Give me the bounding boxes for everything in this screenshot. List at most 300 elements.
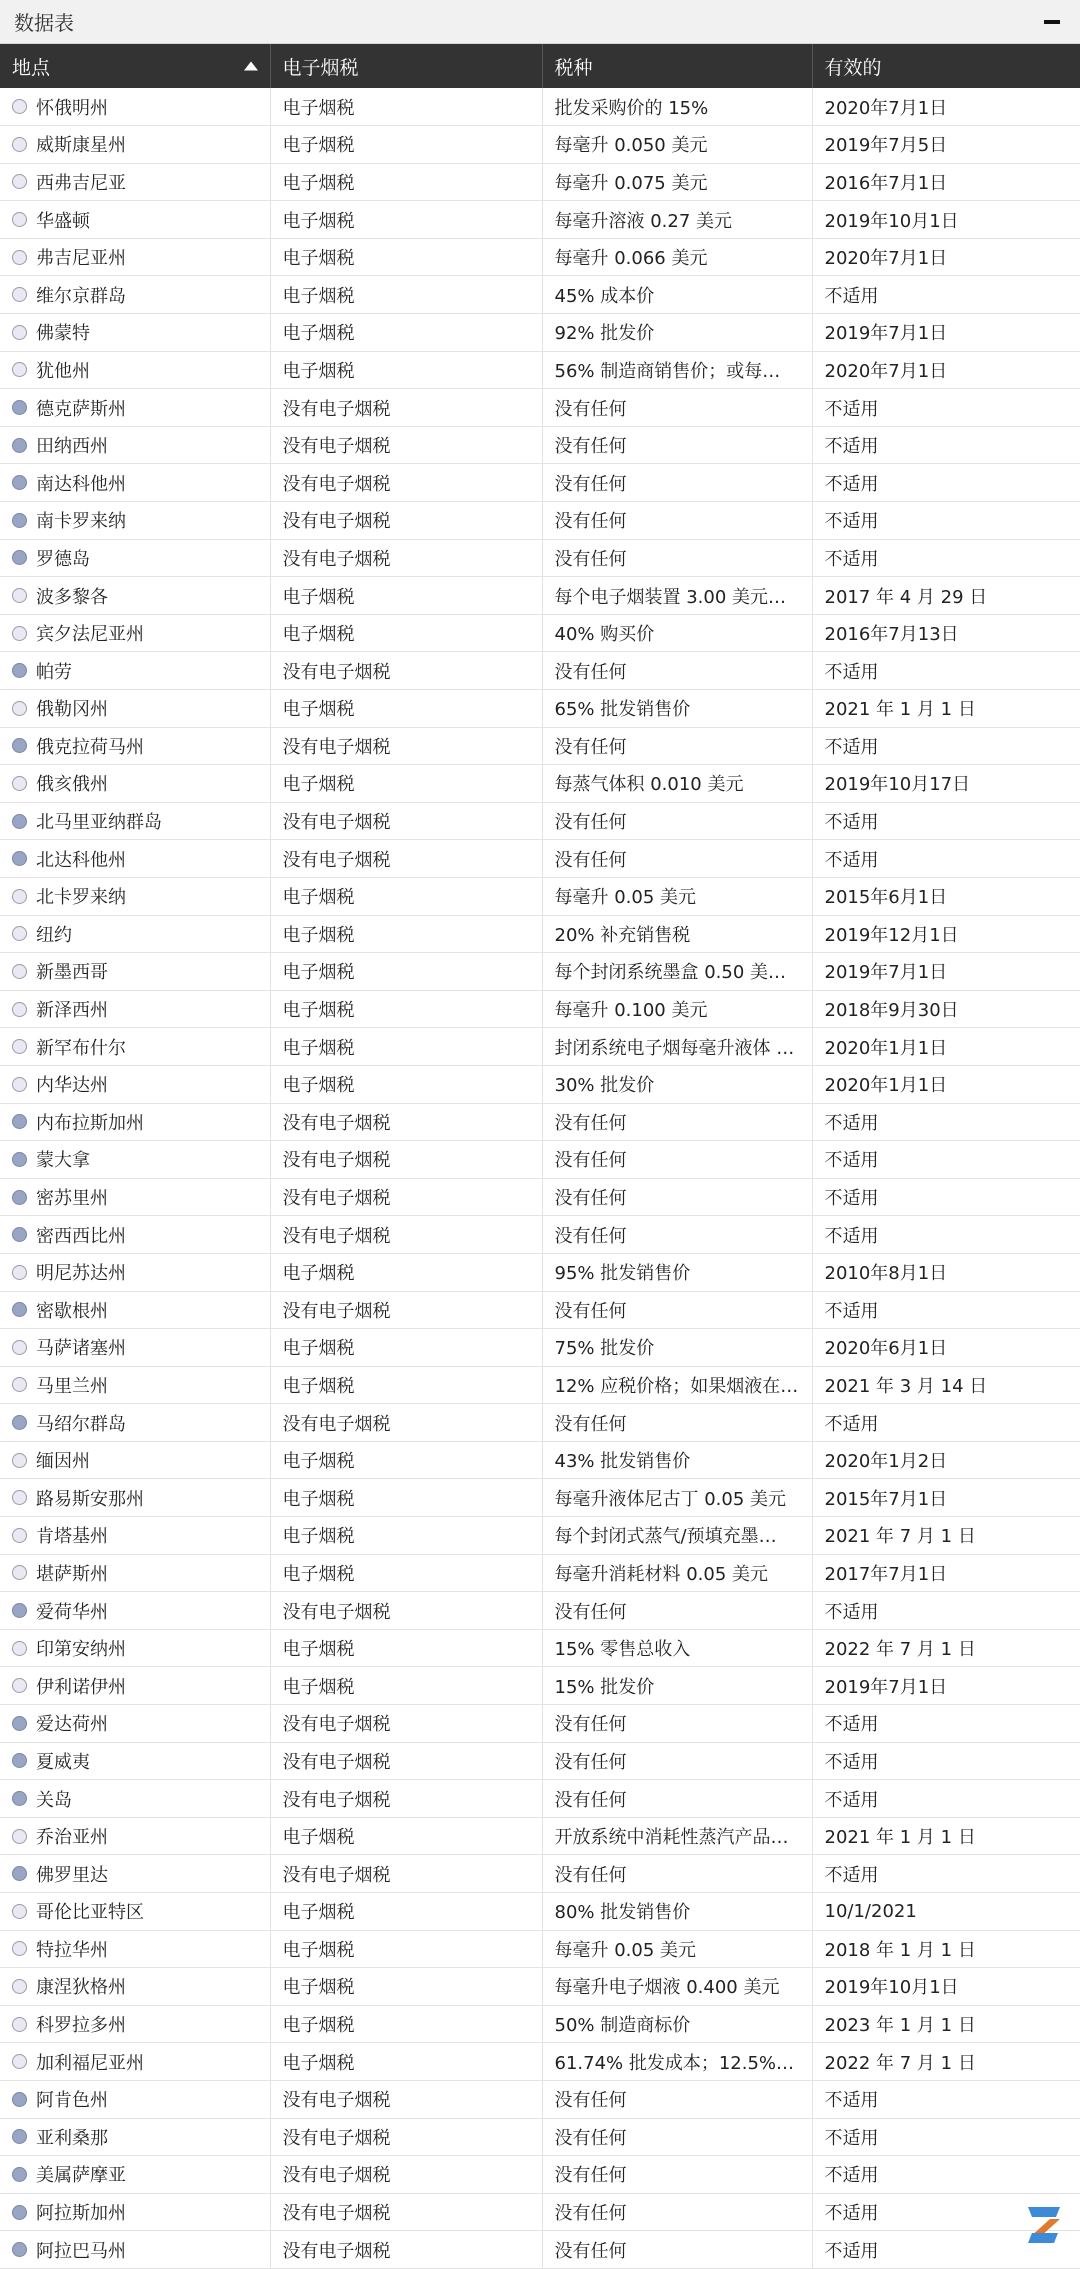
table-row[interactable] <box>0 201 1080 239</box>
table-row[interactable] <box>0 840 1080 878</box>
cell-location <box>0 1930 270 1968</box>
table-row[interactable] <box>0 1968 1080 2006</box>
cell-tax-type: 56% 制造商销售价；或每… <box>542 351 812 389</box>
cell-location <box>0 2043 270 2081</box>
cell-effective: 不适用 <box>812 1592 1080 1630</box>
status-dot-icon <box>12 2092 27 2107</box>
cell-location <box>0 276 270 314</box>
brand-logo-icon <box>1022 2203 1066 2247</box>
cell-tax-type: 每毫升液体尼古丁 0.05 美元 <box>542 1479 812 1517</box>
cell-location <box>0 1404 270 1442</box>
cell-tax-type: 50% 制造商标价 <box>542 2005 812 2043</box>
cell-tax-type: 没有任何 <box>542 1291 812 1329</box>
location-name: 北马里亚纳群岛 <box>36 808 162 834</box>
cell-ecig-tax: 电子烟税 <box>270 614 542 652</box>
cell-ecig-tax: 电子烟税 <box>270 1366 542 1404</box>
cell-ecig-tax: 没有电子烟税 <box>270 1178 542 1216</box>
status-dot-icon <box>12 1829 27 1844</box>
cell-location <box>0 314 270 352</box>
cell-location <box>0 1141 270 1179</box>
table-row[interactable] <box>0 2231 1080 2269</box>
cell-effective: 不适用 <box>812 652 1080 690</box>
table-row[interactable] <box>0 1291 1080 1329</box>
cell-ecig-tax: 电子烟税 <box>270 1667 542 1705</box>
table-row[interactable] <box>0 1817 1080 1855</box>
table-row[interactable] <box>0 877 1080 915</box>
cell-ecig-tax: 电子烟税 <box>270 1554 542 1592</box>
table-row[interactable] <box>0 539 1080 577</box>
cell-ecig-tax: 没有电子烟税 <box>270 652 542 690</box>
cell-ecig-tax: 电子烟税 <box>270 765 542 803</box>
cell-ecig-tax: 电子烟税 <box>270 1329 542 1367</box>
location-name: 爱荷华州 <box>36 1598 108 1624</box>
cell-effective: 不适用 <box>812 426 1080 464</box>
cell-ecig-tax: 电子烟税 <box>270 1065 542 1103</box>
cell-location <box>0 877 270 915</box>
status-dot-icon <box>12 1490 27 1505</box>
cell-ecig-tax: 电子烟税 <box>270 953 542 991</box>
table-row[interactable] <box>0 1253 1080 1291</box>
table-row[interactable] <box>0 1366 1080 1404</box>
table-row[interactable] <box>0 1554 1080 1592</box>
table-row[interactable] <box>0 1404 1080 1442</box>
table-row[interactable] <box>0 2156 1080 2194</box>
status-dot-icon <box>12 550 27 565</box>
cell-effective: 2018 年 1 月 1 日 <box>812 1930 1080 1968</box>
location-name: 密歇根州 <box>36 1297 108 1323</box>
table-row[interactable] <box>0 1216 1080 1254</box>
cell-tax-type: 15% 零售总收入 <box>542 1629 812 1667</box>
status-dot-icon <box>12 1603 27 1618</box>
cell-location <box>0 1517 270 1555</box>
status-dot-icon <box>12 1753 27 1768</box>
cell-ecig-tax: 电子烟税 <box>270 877 542 915</box>
cell-ecig-tax: 电子烟税 <box>270 990 542 1028</box>
status-dot-icon <box>12 174 27 189</box>
cell-tax-type: 批发采购价的 15% <box>542 88 812 126</box>
column-header-ecig-tax[interactable]: 电子烟税 <box>270 44 542 88</box>
cell-location <box>0 238 270 276</box>
cell-tax-type: 65% 批发销售价 <box>542 690 812 728</box>
cell-tax-type: 没有任何 <box>542 426 812 464</box>
status-dot-icon <box>12 1904 27 1919</box>
status-dot-icon <box>12 1190 27 1205</box>
table-row[interactable] <box>0 953 1080 991</box>
table-header-row <box>0 44 1080 88</box>
location-name: 南卡罗来纳 <box>36 507 126 533</box>
table-row[interactable] <box>0 1141 1080 1179</box>
cell-location <box>0 915 270 953</box>
cell-location <box>0 1028 270 1066</box>
cell-tax-type: 没有任何 <box>542 1705 812 1743</box>
cell-ecig-tax: 没有电子烟税 <box>270 1291 542 1329</box>
status-dot-icon <box>12 2017 27 2032</box>
table-row[interactable] <box>0 314 1080 352</box>
table-row[interactable] <box>0 351 1080 389</box>
cell-location <box>0 539 270 577</box>
location-name: 亚利桑那 <box>36 2124 108 2150</box>
cell-effective: 不适用 <box>812 502 1080 540</box>
status-dot-icon <box>12 1114 27 1129</box>
location-name: 美属萨摩亚 <box>36 2161 126 2187</box>
column-header-tax-type[interactable]: 税种 <box>542 44 812 88</box>
status-dot-icon <box>12 513 27 528</box>
cell-ecig-tax: 没有电子烟税 <box>270 2193 542 2231</box>
table-row[interactable] <box>0 690 1080 728</box>
table-row[interactable] <box>0 1893 1080 1931</box>
table-row[interactable] <box>0 426 1080 464</box>
cell-tax-type: 没有任何 <box>542 1592 812 1630</box>
location-name: 堪萨斯州 <box>36 1560 108 1586</box>
table-row[interactable] <box>0 765 1080 803</box>
cell-effective: 不适用 <box>812 2080 1080 2118</box>
cell-effective: 2020年1月1日 <box>812 1028 1080 1066</box>
cell-effective: 2019年7月5日 <box>812 126 1080 164</box>
cell-location <box>0 464 270 502</box>
table-row[interactable] <box>0 614 1080 652</box>
table-row[interactable] <box>0 1441 1080 1479</box>
table-row[interactable] <box>0 652 1080 690</box>
table-row[interactable] <box>0 1028 1080 1066</box>
table-row[interactable] <box>0 2080 1080 2118</box>
location-name: 俄勒冈州 <box>36 695 108 721</box>
table-row[interactable] <box>0 464 1080 502</box>
table-row[interactable] <box>0 2005 1080 2043</box>
cell-location <box>0 1178 270 1216</box>
sort-ascending-icon[interactable] <box>244 62 258 71</box>
cell-location <box>0 1479 270 1517</box>
cell-effective: 2017 年 4 月 29 日 <box>812 577 1080 615</box>
panel-header <box>0 0 1080 44</box>
cell-effective: 不适用 <box>812 539 1080 577</box>
cell-effective: 2015年6月1日 <box>812 877 1080 915</box>
column-header-effective[interactable]: 有效的 <box>812 44 1080 88</box>
table-row[interactable] <box>0 1479 1080 1517</box>
cell-location <box>0 577 270 615</box>
status-dot-icon <box>12 701 27 716</box>
cell-ecig-tax: 电子烟税 <box>270 351 542 389</box>
cell-tax-type: 没有任何 <box>542 389 812 427</box>
cell-location <box>0 1629 270 1667</box>
cell-tax-type: 没有任何 <box>542 652 812 690</box>
status-dot-icon <box>12 400 27 415</box>
status-dot-icon <box>12 776 27 791</box>
table-row[interactable] <box>0 1517 1080 1555</box>
status-dot-icon <box>12 137 27 152</box>
cell-effective: 2022 年 7 月 1 日 <box>812 2043 1080 2081</box>
location-name: 弗吉尼亚州 <box>36 244 126 270</box>
table-row[interactable] <box>0 238 1080 276</box>
cell-tax-type: 12% 应税价格；如果烟液在… <box>542 1366 812 1404</box>
cell-ecig-tax: 电子烟税 <box>270 314 542 352</box>
cell-location <box>0 1441 270 1479</box>
cell-tax-type: 每个封闭式蒸气/预填充墨… <box>542 1517 812 1555</box>
cell-ecig-tax: 电子烟税 <box>270 2043 542 2081</box>
status-dot-icon <box>12 1791 27 1806</box>
cell-effective: 2019年12月1日 <box>812 915 1080 953</box>
cell-ecig-tax: 没有电子烟税 <box>270 2118 542 2156</box>
location-name: 密西西比州 <box>36 1222 126 1248</box>
minus-icon <box>1044 20 1060 24</box>
status-dot-icon <box>12 1340 27 1355</box>
table-row[interactable] <box>0 1667 1080 1705</box>
cell-location <box>0 389 270 427</box>
location-name: 阿拉斯加州 <box>36 2199 126 2225</box>
location-name: 内华达州 <box>36 1071 108 1097</box>
cell-effective: 10/1/2021 <box>812 1893 1080 1931</box>
cell-tax-type: 每蒸气体积 0.010 美元 <box>542 765 812 803</box>
status-dot-icon <box>12 851 27 866</box>
cell-tax-type: 没有任何 <box>542 2118 812 2156</box>
status-dot-icon <box>12 2054 27 2069</box>
cell-ecig-tax: 没有电子烟税 <box>270 426 542 464</box>
table-row[interactable] <box>0 502 1080 540</box>
table-body <box>0 88 1080 2268</box>
cell-tax-type: 43% 批发销售价 <box>542 1441 812 1479</box>
table-row[interactable] <box>0 727 1080 765</box>
cell-tax-type: 20% 补充销售税 <box>542 915 812 953</box>
status-dot-icon <box>12 889 27 904</box>
cell-ecig-tax: 电子烟税 <box>270 1517 542 1555</box>
cell-tax-type: 每毫升消耗材料 0.05 美元 <box>542 1554 812 1592</box>
status-dot-icon <box>12 814 27 829</box>
status-dot-icon <box>12 1979 27 1994</box>
location-name: 乔治亚州 <box>36 1823 108 1849</box>
cell-effective: 不适用 <box>812 1141 1080 1179</box>
cell-location <box>0 1855 270 1893</box>
table-row[interactable] <box>0 389 1080 427</box>
location-name: 俄克拉荷马州 <box>36 733 144 759</box>
cell-ecig-tax: 没有电子烟税 <box>270 2080 542 2118</box>
location-name: 科罗拉多州 <box>36 2011 126 2037</box>
cell-tax-type: 每毫升 0.050 美元 <box>542 126 812 164</box>
table-row[interactable] <box>0 1329 1080 1367</box>
location-name: 田纳西州 <box>36 432 108 458</box>
cell-location <box>0 2005 270 2043</box>
cell-effective: 不适用 <box>812 2193 1080 2231</box>
table-row[interactable] <box>0 2118 1080 2156</box>
cell-tax-type: 没有任何 <box>542 2080 812 2118</box>
collapse-button[interactable] <box>1038 8 1066 36</box>
cell-location <box>0 426 270 464</box>
cell-effective: 2021 年 3 月 14 日 <box>812 1366 1080 1404</box>
location-name: 俄亥俄州 <box>36 770 108 796</box>
cell-effective: 2020年7月1日 <box>812 238 1080 276</box>
status-dot-icon <box>12 1866 27 1881</box>
table-row[interactable] <box>0 163 1080 201</box>
status-dot-icon <box>12 964 27 979</box>
location-name: 内布拉斯加州 <box>36 1109 144 1135</box>
cell-tax-type: 没有任何 <box>542 1404 812 1442</box>
location-name: 马里兰州 <box>36 1372 108 1398</box>
table-row[interactable] <box>0 126 1080 164</box>
cell-effective: 不适用 <box>812 276 1080 314</box>
status-dot-icon <box>12 1716 27 1731</box>
cell-effective: 2020年7月1日 <box>812 351 1080 389</box>
cell-effective: 不适用 <box>812 1705 1080 1743</box>
cell-tax-type: 每个电子烟装置 3.00 美元… <box>542 577 812 615</box>
cell-effective: 2018年9月30日 <box>812 990 1080 1028</box>
cell-tax-type: 92% 批发价 <box>542 314 812 352</box>
cell-tax-type: 没有任何 <box>542 1742 812 1780</box>
status-dot-icon <box>12 926 27 941</box>
table-row[interactable] <box>0 2193 1080 2231</box>
cell-ecig-tax: 没有电子烟税 <box>270 2231 542 2269</box>
cell-effective: 不适用 <box>812 840 1080 878</box>
table-row[interactable] <box>0 1103 1080 1141</box>
cell-location <box>0 1291 270 1329</box>
cell-location <box>0 1780 270 1818</box>
cell-location <box>0 690 270 728</box>
cell-location <box>0 802 270 840</box>
cell-ecig-tax: 没有电子烟税 <box>270 1742 542 1780</box>
location-name: 夏威夷 <box>36 1748 90 1774</box>
table-row[interactable] <box>0 990 1080 1028</box>
cell-effective: 2019年10月1日 <box>812 1968 1080 2006</box>
table-row[interactable] <box>0 577 1080 615</box>
table-row[interactable] <box>0 1705 1080 1743</box>
table-row[interactable] <box>0 1855 1080 1893</box>
status-dot-icon <box>12 2129 27 2144</box>
location-name: 华盛顿 <box>36 207 90 233</box>
cell-tax-type: 45% 成本价 <box>542 276 812 314</box>
cell-effective: 2010年8月1日 <box>812 1253 1080 1291</box>
cell-ecig-tax: 电子烟税 <box>270 1479 542 1517</box>
cell-ecig-tax: 没有电子烟税 <box>270 727 542 765</box>
cell-effective: 不适用 <box>812 727 1080 765</box>
cell-ecig-tax: 电子烟税 <box>270 276 542 314</box>
cell-tax-type: 没有任何 <box>542 2231 812 2269</box>
cell-effective: 2022 年 7 月 1 日 <box>812 1629 1080 1667</box>
status-dot-icon <box>12 1565 27 1580</box>
cell-location <box>0 1253 270 1291</box>
table-row[interactable] <box>0 2043 1080 2081</box>
cell-effective: 不适用 <box>812 464 1080 502</box>
column-header-label: 地点 <box>12 57 50 79</box>
column-header-location[interactable] <box>0 44 270 88</box>
cell-ecig-tax: 没有电子烟税 <box>270 1103 542 1141</box>
cell-location <box>0 2118 270 2156</box>
table-row[interactable] <box>0 1065 1080 1103</box>
status-dot-icon <box>12 212 27 227</box>
location-name: 南达科他州 <box>36 470 126 496</box>
location-name: 罗德岛 <box>36 545 90 571</box>
cell-location <box>0 201 270 239</box>
location-name: 犹他州 <box>36 357 90 383</box>
cell-effective: 2019年7月1日 <box>812 953 1080 991</box>
cell-effective: 2019年10月17日 <box>812 765 1080 803</box>
location-name: 马绍尔群岛 <box>36 1410 126 1436</box>
cell-ecig-tax: 没有电子烟税 <box>270 389 542 427</box>
table-row[interactable] <box>0 802 1080 840</box>
cell-tax-type: 80% 批发销售价 <box>542 1893 812 1931</box>
cell-location <box>0 1329 270 1367</box>
cell-ecig-tax: 电子烟税 <box>270 88 542 126</box>
cell-ecig-tax: 没有电子烟税 <box>270 502 542 540</box>
location-name: 蒙大拿 <box>36 1146 90 1172</box>
location-name: 密苏里州 <box>36 1184 108 1210</box>
cell-location <box>0 1592 270 1630</box>
location-name: 伊利诺伊州 <box>36 1673 126 1699</box>
table-row[interactable] <box>0 1780 1080 1818</box>
cell-location <box>0 1065 270 1103</box>
cell-effective: 2015年7月1日 <box>812 1479 1080 1517</box>
location-name: 怀俄明州 <box>36 94 108 120</box>
cell-tax-type: 封闭系统电子烟每毫升液体 … <box>542 1028 812 1066</box>
cell-ecig-tax: 电子烟税 <box>270 1930 542 1968</box>
location-name: 肯塔基州 <box>36 1522 108 1548</box>
cell-ecig-tax: 电子烟税 <box>270 1817 542 1855</box>
cell-tax-type: 没有任何 <box>542 1178 812 1216</box>
panel-title: 数据表 <box>14 7 74 36</box>
table-row[interactable] <box>0 88 1080 126</box>
location-name: 西弗吉尼亚 <box>36 169 126 195</box>
status-dot-icon <box>12 1415 27 1430</box>
status-dot-icon <box>12 2167 27 2182</box>
table-row[interactable] <box>0 1592 1080 1630</box>
cell-effective: 2019年7月1日 <box>812 1667 1080 1705</box>
cell-tax-type: 没有任何 <box>542 464 812 502</box>
cell-effective: 不适用 <box>812 1103 1080 1141</box>
table-row[interactable] <box>0 1742 1080 1780</box>
cell-ecig-tax: 电子烟税 <box>270 1968 542 2006</box>
cell-tax-type: 没有任何 <box>542 1855 812 1893</box>
location-name: 威斯康星州 <box>36 131 126 157</box>
cell-tax-type: 没有任何 <box>542 1103 812 1141</box>
status-dot-icon <box>12 1678 27 1693</box>
location-name: 新罕布什尔 <box>36 1034 126 1060</box>
cell-ecig-tax: 电子烟税 <box>270 1028 542 1066</box>
cell-tax-type: 每个封闭系统墨盒 0.50 美… <box>542 953 812 991</box>
status-dot-icon <box>12 1941 27 1956</box>
cell-ecig-tax: 电子烟税 <box>270 915 542 953</box>
cell-tax-type: 没有任何 <box>542 840 812 878</box>
status-dot-icon <box>12 250 27 265</box>
cell-location <box>0 126 270 164</box>
cell-ecig-tax: 电子烟税 <box>270 2005 542 2043</box>
cell-location <box>0 765 270 803</box>
table-row[interactable] <box>0 915 1080 953</box>
cell-location <box>0 2080 270 2118</box>
cell-tax-type: 没有任何 <box>542 1216 812 1254</box>
cell-ecig-tax: 电子烟税 <box>270 1629 542 1667</box>
cell-tax-type: 95% 批发销售价 <box>542 1253 812 1291</box>
cell-tax-type: 开放系统中消耗性蒸汽产品… <box>542 1817 812 1855</box>
table-row[interactable] <box>0 1629 1080 1667</box>
cell-tax-type: 每毫升 0.05 美元 <box>542 877 812 915</box>
cell-location <box>0 614 270 652</box>
table-row[interactable] <box>0 1178 1080 1216</box>
location-name: 北达科他州 <box>36 846 126 872</box>
cell-effective: 2020年1月1日 <box>812 1065 1080 1103</box>
table-row[interactable] <box>0 276 1080 314</box>
cell-effective: 不适用 <box>812 802 1080 840</box>
cell-ecig-tax: 没有电子烟税 <box>270 840 542 878</box>
location-name: 帕劳 <box>36 658 72 684</box>
table-row[interactable] <box>0 1930 1080 1968</box>
data-table <box>0 44 1080 2269</box>
location-name: 维尔京群岛 <box>36 282 126 308</box>
status-dot-icon <box>12 1377 27 1392</box>
cell-effective: 不适用 <box>812 2118 1080 2156</box>
cell-effective: 2019年10月1日 <box>812 201 1080 239</box>
cell-ecig-tax: 没有电子烟税 <box>270 1705 542 1743</box>
cell-location <box>0 840 270 878</box>
status-dot-icon <box>12 1077 27 1092</box>
status-dot-icon <box>12 738 27 753</box>
cell-location <box>0 1103 270 1141</box>
cell-effective: 不适用 <box>812 1742 1080 1780</box>
